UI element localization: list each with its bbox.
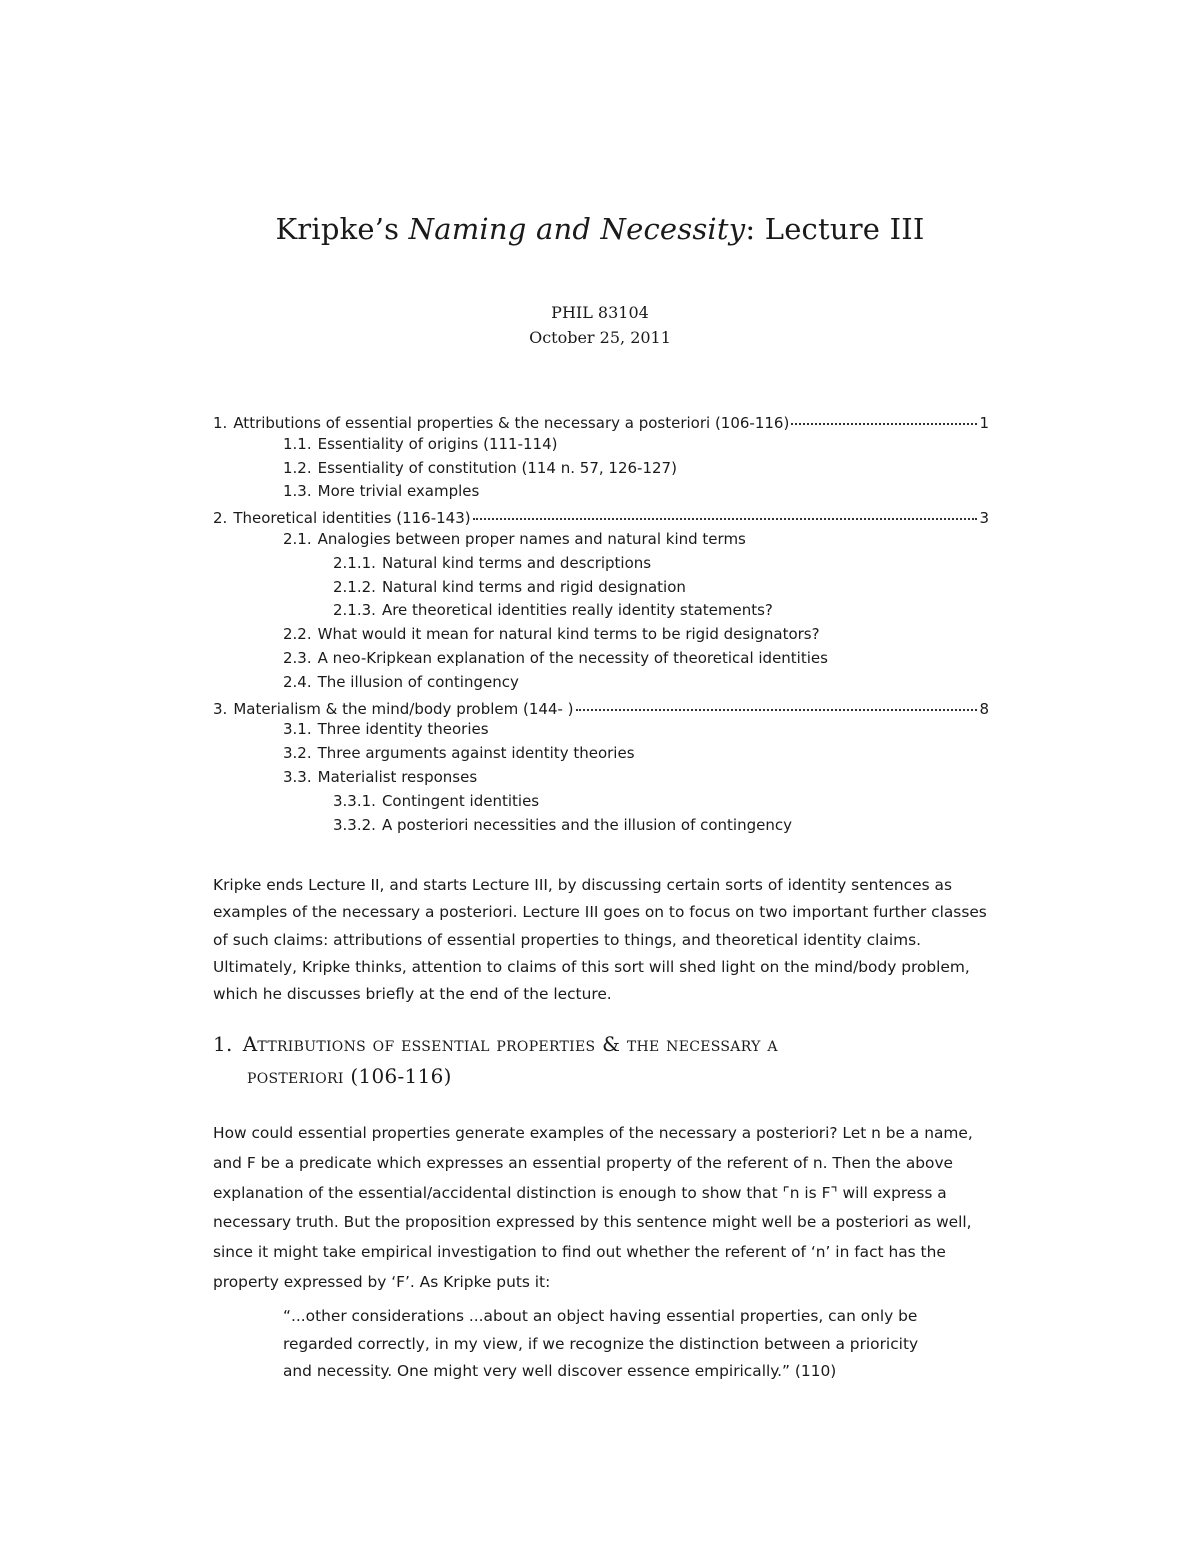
- toc-text: The illusion of contingency: [317, 672, 519, 691]
- toc-entry: [213, 744, 989, 768]
- section-paragraph: How could essential properties generate examples of the necessary a posteriori? Let n be a name, and F be a predicate which expresses an essential property of the referent of n. Then the above explanation of the essential/accidental distinction is enough to show that ⌜n is F⌝ will express a necessary truth. But the proposition expressed by this sentence might well be a posteriori as well, since it might take empirical investigation to find out whether the referent of ‘n’ in fact has the property expressed by ‘F’. As Kripke puts it:: [213, 1124, 973, 1291]
- toc-number: 2.1.3.: [333, 601, 376, 620]
- section-heading: [213, 1028, 989, 1092]
- title-prefix: Kripke’s: [275, 212, 409, 246]
- toc-page-number: 3: [979, 509, 989, 528]
- section-number: 1.: [213, 1032, 233, 1056]
- toc-entry: [213, 459, 989, 483]
- document-title: [0, 212, 1200, 246]
- toc-entry: [213, 816, 989, 840]
- toc-text: Theoretical identities (116-143): [233, 509, 471, 528]
- toc-text: More trivial examples: [317, 482, 480, 501]
- toc-entry: [213, 554, 989, 578]
- document-date: October 25, 2011: [529, 328, 671, 347]
- toc-entry: [213, 601, 989, 625]
- toc-entry: [213, 625, 989, 649]
- toc-leader: [576, 694, 978, 711]
- toc-number: 2.2.: [283, 625, 312, 644]
- toc-number: 3.: [213, 699, 228, 718]
- toc-number: 2.1.1.: [333, 553, 376, 572]
- toc-number: 3.3.1.: [333, 791, 376, 810]
- toc-entry: [213, 792, 989, 816]
- toc-text: Are theoretical identities really identity statements?: [381, 601, 773, 620]
- toc-text: Three arguments against identity theories: [317, 744, 635, 763]
- intro-paragraph: Kripke ends Lecture II, and starts Lecture III, by discussing certain sorts of identity sentences as examples of the necessary a posteriori. Lecture III goes on to focus on two important further classes of such claims: attributions of essential properties to things, and theoretical identity claims. Ultimately, Kripke thinks, attention to claims of this sort will shed light on the mind/body problem, which he discusses briefly at the end of the lecture.: [213, 876, 987, 1004]
- toc-number: 1.: [213, 414, 228, 432]
- toc-entry: [213, 578, 989, 602]
- toc-leader: [473, 503, 978, 520]
- toc-text: Attributions of essential properties & the necessary a posteriori (106-116): [233, 414, 790, 432]
- toc-page-number: 8: [979, 699, 989, 718]
- toc-text: Contingent identities: [381, 791, 540, 810]
- toc-text: A posteriori necessities and the illusion of contingency: [381, 815, 792, 834]
- toc-number: 2.: [213, 509, 228, 528]
- toc-text: Analogies between proper names and natural kind terms: [317, 529, 746, 548]
- toc-entry: [213, 697, 989, 721]
- section-heading-line-2: posteriori (106-116): [247, 1064, 452, 1088]
- toc-entry: [213, 530, 989, 554]
- toc-number: 3.3.: [283, 767, 312, 786]
- toc-text: Essentiality of origins (111-114): [317, 434, 558, 453]
- title-suffix: : Lecture III: [745, 212, 925, 246]
- toc-page-number: 1: [979, 414, 989, 432]
- toc-number: 3.1.: [283, 720, 312, 739]
- toc-number: 3.2.: [283, 744, 312, 763]
- toc-text: Natural kind terms and descriptions: [381, 553, 652, 572]
- toc-number: 2.1.: [283, 529, 312, 548]
- toc-text: Three identity theories: [317, 720, 489, 739]
- toc-number: 2.4.: [283, 672, 312, 691]
- toc-number: 2.3.: [283, 648, 312, 667]
- toc-entry: [213, 506, 989, 530]
- toc-text: Materialist responses: [317, 767, 478, 786]
- toc-number: 1.1.: [283, 434, 312, 453]
- toc-entry: [213, 649, 989, 673]
- toc-number: 1.3.: [283, 482, 312, 501]
- toc-entry: [213, 411, 989, 435]
- title-book: Naming and Necessity: [408, 212, 746, 246]
- toc-leader: [791, 408, 977, 425]
- table-of-contents: [213, 411, 989, 839]
- toc-number: 3.3.2.: [333, 815, 376, 834]
- section-heading-line-1: Attributions of essential properties & the necessary a: [242, 1032, 778, 1056]
- toc-number: 2.1.2.: [333, 577, 376, 596]
- block-quote: “...other considerations ...about an object having essential properties, can only be regarded correctly, in my view, if we recognize the distinction between a prioricity and necessity. One might very well discover essence empirically.” (110): [283, 1307, 919, 1381]
- course-code: PHIL 83104: [551, 303, 649, 322]
- toc-text: Natural kind terms and rigid designation: [381, 577, 686, 596]
- toc-entry: [213, 768, 989, 792]
- toc-entry: [213, 720, 989, 744]
- toc-entry: [213, 435, 989, 459]
- toc-text: What would it mean for natural kind terms to be rigid designators?: [317, 625, 820, 644]
- toc-text: Materialism & the mind/body problem (144- ): [233, 699, 574, 718]
- toc-number: 1.2.: [283, 458, 312, 477]
- toc-text: A neo-Kripkean explanation of the necessity of theoretical identities: [317, 648, 828, 667]
- toc-text: Essentiality of constitution (114 n. 57, 126-127): [317, 458, 677, 477]
